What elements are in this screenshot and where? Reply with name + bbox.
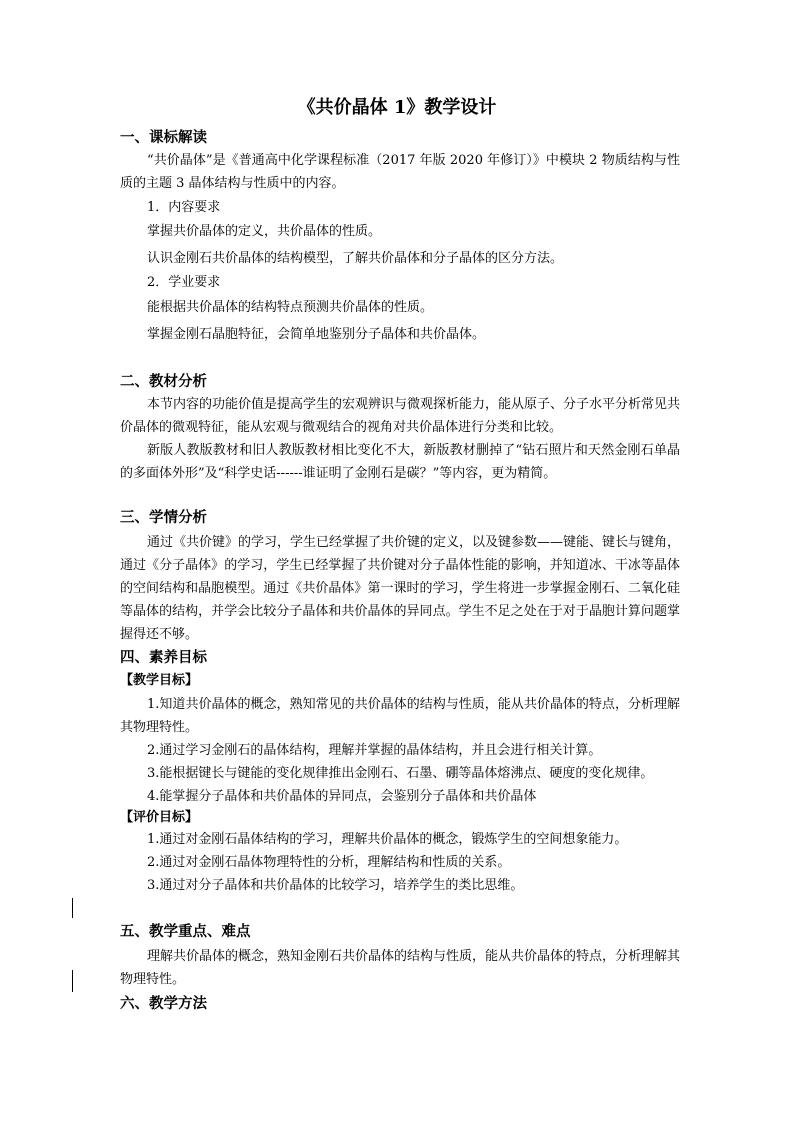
- content-requirements-label: 1．内容要求: [147, 200, 221, 215]
- teaching-goals-label: 【教学目标】: [120, 673, 199, 688]
- evaluation-goal-item: 2.通过对金刚石晶体物理特性的分析，理解结构和性质的关系。: [147, 855, 511, 870]
- academic-requirement-item: 掌握金刚石晶胞特征，会简单地鉴别分子晶体和共价晶体。: [147, 327, 486, 342]
- revision-mark: [72, 970, 73, 992]
- revision-mark: [72, 898, 73, 918]
- textbook-paragraph: 新版人教版教材和旧人教版教材相比变化不大，新版教材删掉了“钻石照片和天然金刚石单晶的多面体外形”及“科学史话------谁证明了金刚石是碳？”等内容，更为精简。: [120, 443, 680, 481]
- section-heading-key-points: 五、教学重点、难点: [120, 924, 251, 940]
- academic-requirements-label: 2．学业要求: [147, 275, 221, 290]
- section-heading-standards: 一、课标解读: [120, 130, 207, 146]
- academic-requirement-item: 能根据共价晶体的结构特点预测共价晶体的性质。: [147, 300, 434, 315]
- teaching-goal-item: 4.能掌握分子晶体和共价晶体的异同点，会鉴别分子晶体和共价晶体: [147, 789, 537, 804]
- section-heading-methods: 六、教学方法: [120, 996, 207, 1012]
- evaluation-goals-label: 【评价目标】: [120, 810, 199, 825]
- teaching-goal-item: 3.能根据键长与键能的变化规律推出金刚石、石墨、硼等晶体熔沸点、硬度的变化规律。: [147, 766, 654, 781]
- textbook-paragraph: 本节内容的功能价值是提高学生的宏观辨识与微观探析能力，能从原子、分子水平分析常见共价晶体的微观特征，能从宏观与微观结合的视角对共价晶体进行分类和比较。: [120, 397, 681, 435]
- evaluation-goal-item: 3.通过对分子晶体和共价晶体的比较学习，培养学生的类比思维。: [147, 878, 524, 893]
- students-paragraph: 通过《共价键》的学习，学生已经掌握了共价键的定义，以及键参数——键能、键长与键角，通过《分子晶体》的学习，学生已经掌握了共价键对分子晶体性能的影响，并知道冰、干冰等晶体的空间结构和晶胞模型。通过《共价晶体》第一课时的学习，学生将进一步掌握金刚石、二氧化硅等晶体的结构，并学会比较分子晶体和共价晶体的异同点。学生不足之处在于对于晶胞计算问题掌握得还不够。: [120, 535, 681, 642]
- section-heading-students: 三、学情分析: [120, 510, 207, 526]
- teaching-goal-item: 1.知道共价晶体的概念，熟知常见的共价晶体的结构与性质，能从共价晶体的特点，分析理解其物理特性。: [120, 697, 680, 735]
- section-heading-textbook: 二、教材分析: [120, 374, 207, 390]
- section-heading-literacy: 四、素养目标: [120, 650, 207, 666]
- document-title: 《共价晶体 1》教学设计: [297, 97, 497, 118]
- evaluation-goal-item: 1.通过对金刚石晶体结构的学习，理解共价晶体的概念，锻炼学生的空间想象能力。: [147, 832, 628, 847]
- standards-intro: “共价晶体”是《普通高中化学课程标准（2017 年版 2020 年修订）》中模块 2 物质结构与性质的主题 3 晶体结构与性质中的内容。: [120, 153, 680, 191]
- teaching-goal-item: 2.通过学习金刚石的晶体结构，理解并掌握的晶体结构，并且会进行相关计算。: [147, 743, 602, 758]
- key-points-paragraph: 理解共价晶体的概念，熟知金刚石共价晶体的结构与性质，能从共价晶体的特点，分析理解其物理特性。: [120, 949, 681, 987]
- content-requirement-item: 掌握共价晶体的定义，共价晶体的性质。: [147, 224, 382, 239]
- content-requirement-item: 认识金刚石共价晶体的结构模型，了解共价晶体和分子晶体的区分方法。: [147, 251, 564, 266]
